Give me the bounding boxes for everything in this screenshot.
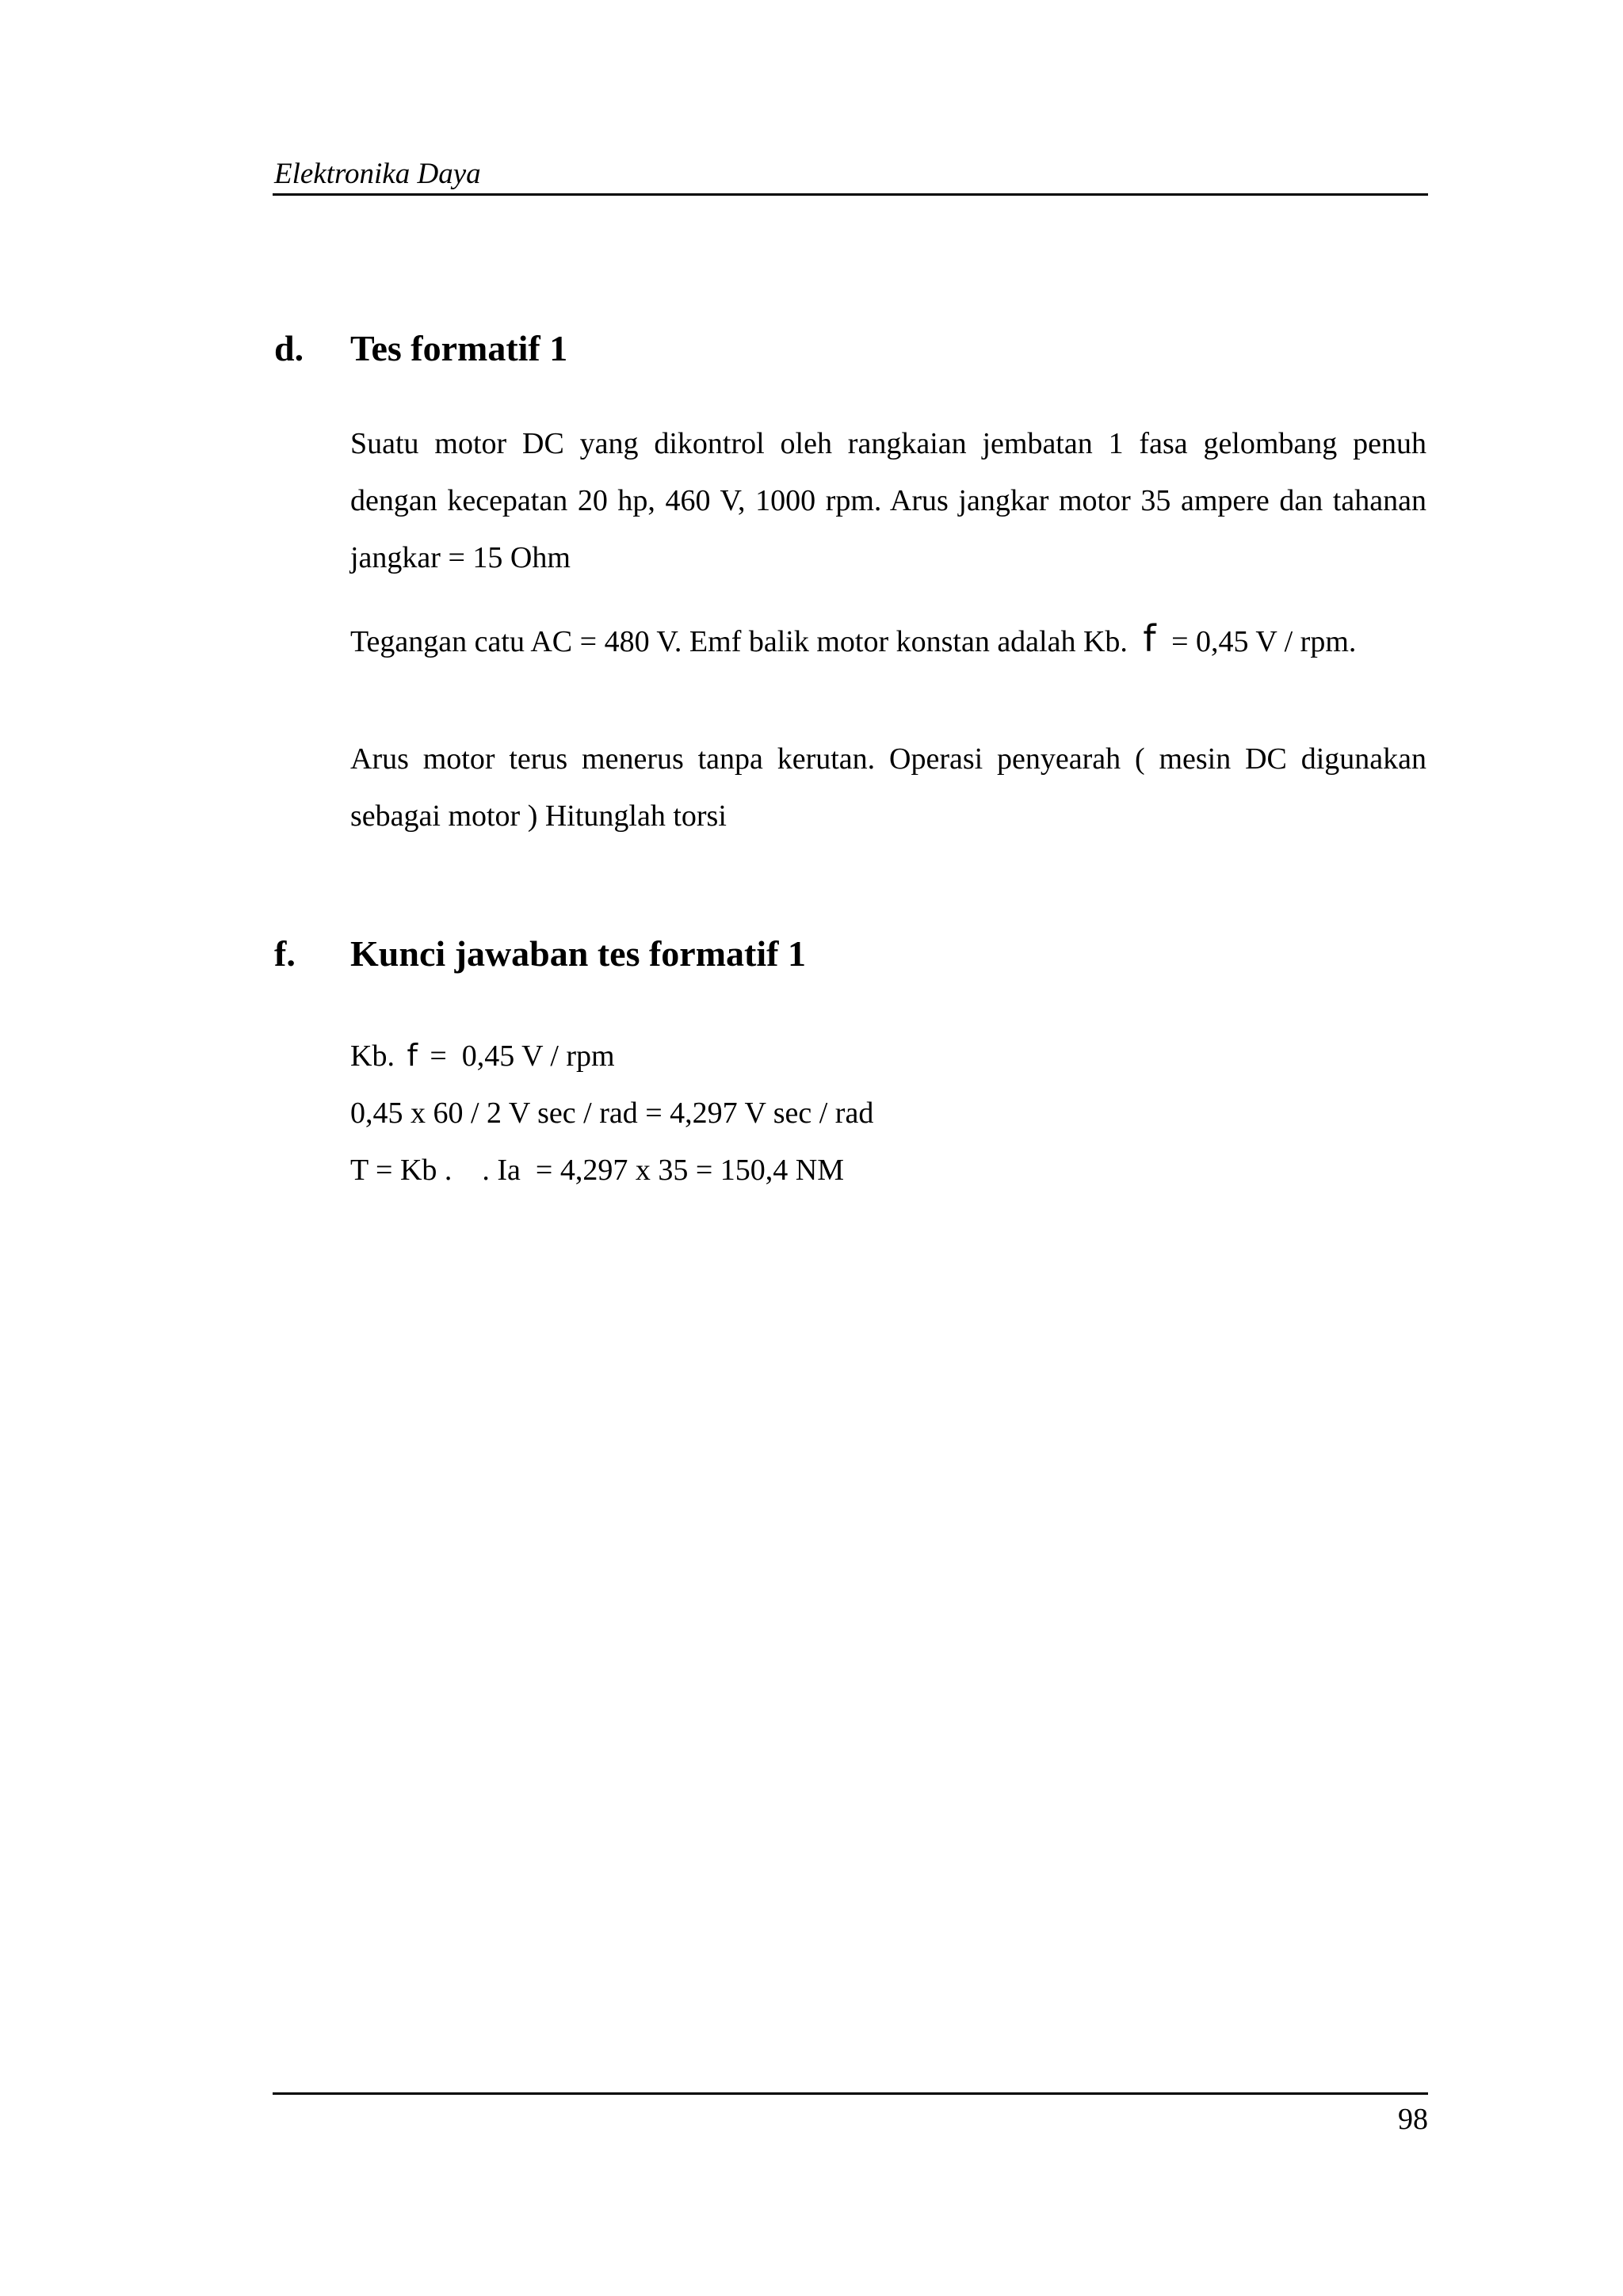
answer-line-2: 0,45 x 60 / 2 V sec / rad = 4,297 V sec / rad	[350, 1097, 874, 1130]
answer-line-1-after: = 0,45 V / rpm	[430, 1039, 615, 1073]
section-d-paragraph-1: Suatu motor DC yang dikontrol oleh rangkaian jembatan 1 fasa gelombang penuh dengan kecepatan 20 hp, 460 V, 1000 rpm. Arus jangkar motor 35 ampere dan tahanan jangkar = 15 Ohm	[350, 427, 1426, 574]
section-d-title: Tes formatif 1	[350, 328, 568, 368]
section-d-paragraph-1-block	[350, 415, 1426, 586]
page-number: 98	[1398, 2103, 1428, 2136]
section-f-title: Kunci jawaban tes formatif 1	[350, 933, 806, 974]
phi-symbol: f	[1143, 617, 1156, 660]
phi-symbol-answer: f	[407, 1038, 418, 1073]
section-d-paragraph-3: Arus motor terus menerus tanpa kerutan. Operasi penyearah ( mesin DC digunakan sebagai motor ) Hitunglah torsi	[350, 742, 1426, 833]
answer-key-block	[350, 1027, 873, 1199]
running-header: Elektronika Daya	[274, 158, 481, 190]
paragraph-2-text-before: Tegangan catu AC = 480 V. Emf balik motor konstan adalah Kb.	[350, 625, 1128, 658]
footer-rule	[273, 2092, 1428, 2095]
section-d-paragraph-3-block	[350, 730, 1426, 845]
answer-line-1	[350, 1027, 873, 1085]
section-d-paragraph-2-block	[350, 610, 1426, 670]
header-rule	[273, 193, 1428, 196]
section-f-marker: f.	[274, 933, 296, 974]
paragraph-2-text-after: = 0,45 V / rpm.	[1171, 625, 1357, 658]
section-d-marker: d.	[274, 328, 304, 368]
answer-line-1-before: Kb.	[350, 1039, 395, 1073]
answer-line-3: T = Kb . . Ia = 4,297 x 35 = 150,4 NM	[350, 1154, 845, 1187]
section-d-paragraph-2	[350, 610, 1426, 670]
